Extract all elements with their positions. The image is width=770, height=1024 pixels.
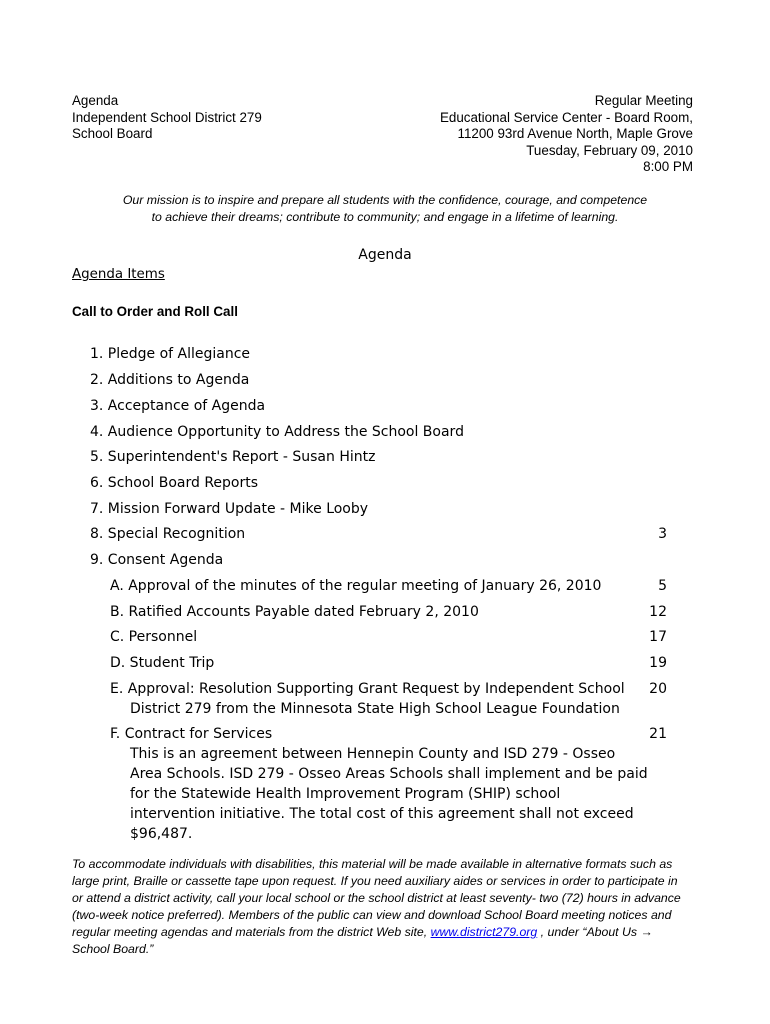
header-left-line: Independent School District 279 [72, 109, 262, 125]
consent-item: E. Approval: Resolution Supporting Grant Request by Independent School [110, 681, 625, 697]
page-number: 19 [649, 655, 667, 671]
consent-item: A. Approval of the minutes of the regular meeting of January 26, 2010 [110, 578, 602, 594]
consent-item: D. Student Trip [110, 655, 215, 671]
agenda-item: 4. Audience Opportunity to Address the School Board [90, 424, 464, 440]
agenda-item: 9. Consent Agenda [90, 552, 224, 568]
mission-statement [60, 192, 710, 226]
mission-line: Our mission is to inspire and prepare all students with the confidence, courage, and competence [122, 193, 648, 207]
agenda-item: 2. Additions to Agenda [90, 372, 250, 388]
header-right-line: 11200 93rd Avenue North, Maple Grove [457, 126, 693, 141]
page-number: 5 [658, 578, 667, 594]
agenda-item: 7. Mission Forward Update - Mike Looby [90, 501, 369, 517]
page-number: 21 [649, 726, 667, 742]
consent-item-description: $96,487. [130, 826, 193, 842]
page-number: 3 [658, 526, 667, 542]
district-website-link[interactable]: www.district279.org [430, 925, 538, 939]
page-number: 12 [649, 604, 667, 620]
consent-item-description: for the Statewide Health Improvement Program (SHIP) school [130, 786, 561, 802]
agenda-item: 8. Special Recognition [90, 526, 246, 542]
page-number: 17 [649, 629, 667, 645]
agenda-item: 6. School Board Reports [90, 475, 259, 491]
header-left-line: Agenda [72, 93, 119, 108]
agenda-item: 3. Acceptance of Agenda [90, 398, 266, 414]
consent-item-continuation: District 279 from the Minnesota State High School League Foundation [130, 701, 620, 717]
consent-item: F. Contract for Services [110, 726, 273, 742]
consent-item-description: intervention initiative. The total cost of this agreement shall not exceed [130, 806, 634, 822]
page-title: Agenda [358, 247, 412, 263]
section-heading: Call to Order and Roll Call [72, 304, 238, 319]
consent-item: C. Personnel [110, 629, 198, 645]
page-number: 20 [649, 681, 667, 697]
notice-text: regular meeting agendas and materials from the district Web site, [72, 925, 431, 939]
consent-item-description: This is an agreement between Hennepin County and ISD 279 - Osseo [130, 746, 616, 762]
consent-item-description: Area Schools. ISD 279 - Osseo Areas Schools shall implement and be paid [130, 766, 648, 782]
notice-text: , under “About Us → [537, 925, 653, 939]
header-right-line: Regular Meeting [594, 93, 693, 108]
agenda-item: 5. Superintendent's Report - Susan Hintz [90, 449, 376, 465]
header-left [72, 93, 262, 143]
notice-line: or attend a district activity, call your local school or the school district at least seventy- two (72) hours in advance [72, 891, 681, 905]
header-right-line: 8:00 PM [643, 159, 693, 174]
accessibility-notice [72, 856, 704, 958]
header-right-line: Educational Service Center - Board Room, [439, 109, 693, 125]
mission-line: to achieve their dreams; contribute to community; and engage in a lifetime of learning. [151, 210, 619, 224]
notice-line: (two-week notice preferred). Members of the public can view and download School Board meeting notices and [72, 908, 672, 922]
notice-line [72, 924, 704, 941]
agenda-item: 1. Pledge of Allegiance [90, 346, 251, 362]
header-right-line: Tuesday, February 09, 2010 [526, 142, 693, 158]
agenda-items-link[interactable]: Agenda Items [72, 267, 165, 282]
notice-line: To accommodate individuals with disabilities, this material will be made available in alternative formats such as [72, 857, 673, 871]
notice-line: large print, Braille or cassette tape upon request. If you need auxiliary aides or services in order to participate in [72, 874, 678, 888]
header-right [440, 93, 693, 176]
notice-line: School Board.” [72, 942, 154, 956]
header-left-line: School Board [72, 126, 153, 141]
consent-item: B. Ratified Accounts Payable dated February 2, 2010 [110, 604, 479, 620]
